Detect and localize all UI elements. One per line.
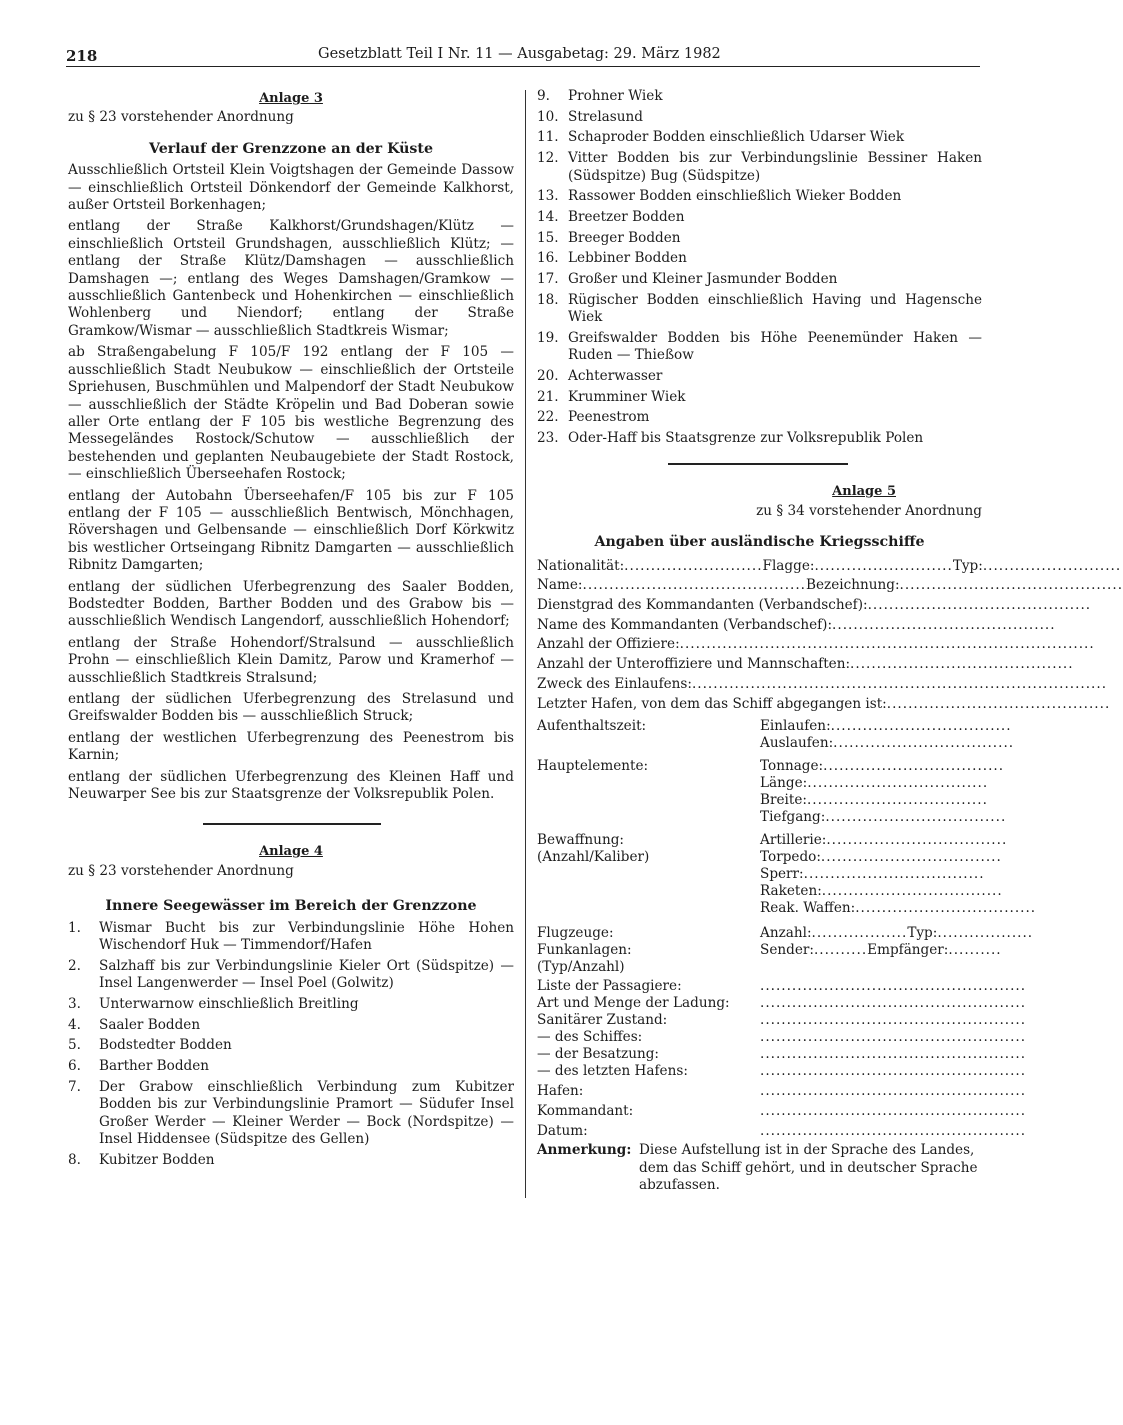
form-label: Hafen: xyxy=(537,1082,584,1099)
form-label: Artillerie: xyxy=(760,832,827,849)
form-label: Tonnage: xyxy=(760,758,824,775)
form-row xyxy=(537,1080,1027,1100)
anlage4-list-left xyxy=(68,920,514,1169)
list-item-number: 1. xyxy=(68,919,81,936)
anmerkung-label: Anmerkung: xyxy=(537,1142,632,1159)
list-item-number: 7. xyxy=(68,1078,81,1095)
list-item-text: Strelasund xyxy=(568,108,643,125)
anmerkung-text: Diese Aufstellung ist in der Sprache des Landes, dem das Schiff gehört, und in deutscher Sprache abzufassen. xyxy=(639,1142,978,1193)
section-separator xyxy=(668,463,848,465)
form-field[interactable]: .......................................... xyxy=(886,695,1111,712)
form-row-name xyxy=(537,577,1123,597)
list-item-number: 6. xyxy=(68,1057,81,1074)
list-item xyxy=(537,271,982,288)
list-item-number: 11. xyxy=(537,129,559,146)
form-row-armament xyxy=(537,883,1003,900)
form-field[interactable]: .................................. xyxy=(807,775,989,792)
list-item-text: Greifswalder Bodden bis Höhe Peenemünder Haken — Ruden — Thießow xyxy=(568,329,982,364)
list-item xyxy=(537,368,982,385)
form-field[interactable]: .................. xyxy=(937,924,1034,941)
form-field[interactable]: .................................................. xyxy=(760,1012,1027,1029)
form-label: Datum: xyxy=(537,1122,588,1139)
form-row xyxy=(537,1063,1027,1080)
list-item-text: Rügischer Bodden einschließlich Having und Hagensche Wiek xyxy=(568,291,982,326)
anlage3-heading: Verlauf der Grenzzone an der Küste xyxy=(148,140,433,157)
list-item xyxy=(68,920,514,955)
anlage3-label: Anlage 3 xyxy=(259,91,323,106)
flag-label: Flagge: xyxy=(762,557,815,574)
form-label: Sperr: xyxy=(760,866,804,883)
list-item xyxy=(537,188,982,205)
form-row xyxy=(537,1100,1027,1120)
list-item-text: Rassower Bodden einschließlich Wieker Bodden xyxy=(568,188,902,205)
form-row-armament xyxy=(537,866,985,883)
list-item-number: 4. xyxy=(68,1016,81,1033)
form-label: — des letzten Hafens: xyxy=(537,1063,688,1080)
list-item-number: 13. xyxy=(537,188,559,205)
list-item-text: Peenestrom xyxy=(568,409,650,426)
list-item-text: Salzhaff bis zur Verbindungslinie Kieler Ort (Südspitze) — Insel Langenwerder — Insel Poel (Golwitz) xyxy=(99,957,514,992)
list-item-number: 2. xyxy=(68,957,81,974)
form-field[interactable]: .................................. xyxy=(806,792,988,809)
designation-field[interactable]: .......................................... xyxy=(899,577,1123,594)
form-field[interactable]: .................................. xyxy=(803,866,985,883)
form-label: Einlaufen: xyxy=(760,718,831,735)
type-field[interactable]: .......................... xyxy=(982,557,1122,574)
form-field[interactable]: .................................. xyxy=(820,849,1002,866)
form-label: Auslaufen: xyxy=(760,735,834,752)
form-row xyxy=(537,656,1074,676)
flag-field[interactable]: .......................... xyxy=(814,557,953,574)
left-column xyxy=(68,90,514,1172)
form-row xyxy=(537,995,1027,1012)
form-label: — der Besatzung: xyxy=(537,1046,660,1063)
form-row-aircraft xyxy=(537,921,1034,942)
form-row xyxy=(537,1046,1027,1063)
form-field[interactable]: .................................. xyxy=(830,718,1012,735)
list-item-text: Oder-Haff bis Staatsgrenze zur Volksrepublik Polen xyxy=(568,430,924,447)
anlage3-paragraph: Ausschließlich Ortsteil Klein Voigtshagen der Gemeinde Dassow — einschließlich Ortsteil Dönkendorf der Gemeinde Kalkhorst, außer Ortsteil Borkenhagen; xyxy=(68,162,514,214)
list-item xyxy=(68,958,514,993)
list-item-text: Breeger Bodden xyxy=(568,229,681,246)
list-item-text: Schaproder Bodden einschließlich Udarser Wiek xyxy=(568,129,905,146)
anlage4-reference: zu § 23 vorstehender Anordnung xyxy=(68,862,294,879)
list-item-number: 8. xyxy=(68,1151,81,1168)
form-label: (Typ/Anzahl) xyxy=(537,959,625,976)
form-label: — des Schiffes: xyxy=(537,1029,643,1046)
list-item-text: Achterwasser xyxy=(568,367,663,384)
form-row-nationality xyxy=(537,557,1122,578)
name-field[interactable]: .......................................... xyxy=(582,577,807,594)
form-field[interactable]: .................................. xyxy=(821,883,1003,900)
form-row xyxy=(537,1029,1027,1046)
form-field[interactable]: .................................................. xyxy=(760,1102,1027,1119)
list-item-number: 20. xyxy=(537,367,559,384)
list-item-text: Der Grabow einschließlich Verbindung zum Kubitzer Bodden bis zur Verbindungslinie Pramort — Südufer Insel Großer Werder — Kleiner Werder — Bock (Nordspitze) — Insel Hiddensee (Südspitze des Gellen) xyxy=(99,1078,514,1147)
form-field[interactable]: .......... xyxy=(813,942,868,959)
designation-label: Bezeichnung: xyxy=(806,577,900,594)
list-item-number: 17. xyxy=(537,271,559,288)
form-row-main xyxy=(537,775,989,792)
list-item xyxy=(537,109,982,126)
list-item xyxy=(537,389,982,406)
list-item xyxy=(537,129,982,146)
anlage3-paragraph: entlang der Straße Hohendorf/Stralsund — ausschließlich Prohn — einschließlich Klein Damitz, Parow und Kramerhof — ausschließlich Stadtkreis Stralsund; xyxy=(68,634,514,686)
form-label: Bewaffnung: xyxy=(537,832,624,849)
list-item xyxy=(537,230,982,247)
form-row-armament xyxy=(537,849,1002,866)
form-label: Anzahl: xyxy=(760,924,812,941)
form-label: Empfänger: xyxy=(867,942,949,959)
anlage3-paragraph: entlang der südlichen Uferbegrenzung des Kleinen Haff und Neuwarper See bis zur Staatsgrenze der Volksrepublik Polen. xyxy=(68,768,514,803)
form-row xyxy=(537,675,1108,696)
form-field[interactable]: .......................................... xyxy=(850,656,1074,673)
form-label: Sanitärer Zustand: xyxy=(537,1012,668,1029)
anlage3-paragraph: ab Straßengabelung F 105/F 192 entlang der F 105 — ausschließlich Stadt Neubukow — einschließlich der Ortsteile Spriehusen, Buschmühlen und Malpendorf der Stadt Neubukow — ausschließlich der Städte Kröpelin und Bad Doberan sowie aller Orte entlang der F 105 bis westliche Begrenzung des Messegeländes Rostock/Schutow — ausschließlich der bestehenden und geplanten Neubaugebiete der Stadt Rostock, — einschließlich Überseehafen Rostock; xyxy=(68,344,514,483)
form-row xyxy=(537,695,1111,716)
list-item-text: Vitter Bodden bis zur Verbindungslinie Bessiner Haken (Südspitze) Bug (Südspitze) xyxy=(568,150,982,184)
form-label: Kommandant: xyxy=(537,1102,634,1119)
form-field[interactable]: .................................. xyxy=(833,735,1015,752)
form-label: Sender: xyxy=(760,942,814,959)
form-row-main xyxy=(537,792,988,809)
form-label xyxy=(537,792,760,809)
form-label: Dienstgrad des Kommandanten (Verbandschef): xyxy=(537,597,868,614)
list-item-number: 23. xyxy=(537,430,559,447)
form-label: Typ: xyxy=(907,924,938,941)
column-divider xyxy=(525,90,526,1198)
warship-form xyxy=(537,557,1123,1195)
form-label: (Anzahl/Kaliber) xyxy=(537,849,650,866)
form-row-armament xyxy=(537,900,1037,917)
anlage3-paragraph: entlang der Straße Kalkhorst/Grundshagen/Klütz — einschließlich Ortsteil Grundshagen, ausschließlich Klütz; — entlang der Straße Klütz/Damshagen — ausschließlich Damshagen —; entlang des Weges Damshagen/Gramkow — ausschließlich Gantenbeck und Hohenkirchen — einschließlich Wohlenberg und Niendorf; entlang der Straße Gramkow/Wismar — ausschließlich Stadtkreis Wismar; xyxy=(68,218,514,339)
form-field[interactable]: .................. xyxy=(811,924,908,941)
form-label xyxy=(537,866,760,883)
form-field[interactable]: .......... xyxy=(948,942,1002,959)
list-item xyxy=(537,292,982,327)
list-item-text: Unterwarnow einschließlich Breitling xyxy=(99,995,359,1012)
list-item-number: 3. xyxy=(68,995,81,1012)
form-field[interactable]: .............................................................................. xyxy=(679,636,1095,653)
list-item-number: 19. xyxy=(537,329,559,346)
list-item-text: Bodstedter Bodden xyxy=(99,1037,232,1054)
anlage5-reference: zu § 34 vorstehender Anordnung xyxy=(756,502,982,519)
name-label: Name: xyxy=(537,577,583,594)
form-label: Anzahl der Unteroffiziere und Mannschaften: xyxy=(537,656,851,673)
anlage4-heading: Innere Seegewässer im Bereich der Grenzzone xyxy=(105,898,477,915)
nationality-label: Nationalität: xyxy=(537,557,625,574)
section-separator xyxy=(203,823,381,825)
form-field[interactable]: .......................................... xyxy=(832,616,1056,633)
form-field[interactable]: .................................................. xyxy=(760,1046,1027,1063)
anlage3-paragraph: entlang der südlichen Uferbegrenzung des Strelasund und Greifswalder Bodden bis — ausschließlich Struck; xyxy=(68,691,514,725)
anlage4-list-right xyxy=(537,88,982,447)
list-item-number: 15. xyxy=(537,229,559,246)
anmerkung xyxy=(537,1142,982,1194)
list-item-text: Saaler Bodden xyxy=(99,1016,201,1033)
nationality-field[interactable]: .......................... xyxy=(624,557,763,574)
running-header: Gesetzblatt Teil I Nr. 11 — Ausgabetag: 29. März 1982 xyxy=(318,46,721,62)
form-label: Tiefgang: xyxy=(760,809,826,826)
page-number: 218 xyxy=(66,47,98,65)
list-item xyxy=(537,88,982,105)
form-label: Name des Kommandanten (Verbandschef): xyxy=(537,616,833,633)
list-item xyxy=(68,1017,514,1034)
form-row xyxy=(537,978,1027,995)
list-item-text: Barther Bodden xyxy=(99,1057,210,1074)
form-field[interactable]: .................................................. xyxy=(760,1029,1027,1046)
form-row xyxy=(537,616,1056,637)
form-label: Zweck des Einlaufens: xyxy=(537,675,692,692)
list-item xyxy=(537,209,982,226)
form-field[interactable]: .................................................. xyxy=(760,995,1027,1012)
form-row xyxy=(537,636,1095,656)
list-item xyxy=(68,1152,514,1169)
anlage4-label: Anlage 4 xyxy=(259,844,323,860)
form-field[interactable]: .................................................. xyxy=(760,1063,1027,1080)
list-item-number: 5. xyxy=(68,1037,81,1054)
form-row-armament xyxy=(537,832,1008,849)
list-item-text: Prohner Wiek xyxy=(568,88,663,104)
list-item-text: Breetzer Bodden xyxy=(568,208,685,225)
list-item-number: 14. xyxy=(537,208,559,225)
form-field[interactable]: .......................................... xyxy=(867,597,1092,614)
form-label: Torpedo: xyxy=(760,849,821,866)
list-item xyxy=(537,330,982,365)
form-row-stay xyxy=(537,718,1012,735)
anlage3-paragraph: entlang der Autobahn Überseehafen/F 105 bis zur F 105 entlang der F 105 — ausschließlich Bentwisch, Mönchhagen, Rövershagen und Gelbensande — einschließlich Dorf Körkwitz bis westlicher Ortseingang Ribnitz Damgarten — ausschließlich Ribnitz Damgarten; xyxy=(68,487,514,574)
form-row xyxy=(537,1120,1027,1140)
list-item-number: 18. xyxy=(537,291,559,308)
header-rule xyxy=(66,66,980,67)
anlage5-heading: Angaben über ausländische Kriegsschiffe xyxy=(594,534,925,551)
form-field[interactable]: .................................. xyxy=(823,758,1005,775)
right-column xyxy=(537,88,1123,1194)
list-item xyxy=(68,996,514,1013)
form-row-radio xyxy=(537,942,1002,959)
form-label xyxy=(537,775,760,792)
list-item-number: 9. xyxy=(537,88,550,104)
form-field[interactable]: .................................................. xyxy=(760,978,1027,995)
list-item xyxy=(68,1037,514,1054)
form-field[interactable]: .................................. xyxy=(855,900,1037,917)
form-label xyxy=(537,883,760,900)
anlage3-reference: zu § 23 vorstehender Anordnung xyxy=(68,109,294,126)
list-item xyxy=(537,409,982,426)
list-item-text: Krumminer Wiek xyxy=(568,388,686,405)
anlage5-label: Anlage 5 xyxy=(832,484,896,500)
form-label xyxy=(537,735,760,752)
form-field[interactable]: .............................................................................. xyxy=(691,675,1108,692)
form-label: Funkanlagen: xyxy=(537,942,632,959)
form-row-stay xyxy=(537,735,1015,752)
list-item xyxy=(537,430,982,447)
anlage3-paragraph: entlang der südlichen Uferbegrenzung des Saaler Bodden, Bodstedter Bodden, Barther Bodden und des Grabow bis — ausschließlich Wendisch Langendorf, ausschließlich Hohendorf; xyxy=(68,578,514,630)
form-label: Raketen: xyxy=(760,883,822,900)
form-label: Flugzeuge: xyxy=(537,924,614,941)
list-item-number: 10. xyxy=(537,108,559,125)
list-item xyxy=(537,250,982,267)
form-row-radio xyxy=(537,959,982,976)
form-label xyxy=(537,900,760,917)
type-label: Typ: xyxy=(952,557,983,574)
form-row-main xyxy=(537,809,1007,826)
list-item-text: Großer und Kleiner Jasmunder Bodden xyxy=(568,271,838,288)
list-item-number: 12. xyxy=(537,150,559,167)
form-field[interactable]: .................................................. xyxy=(760,1122,1027,1139)
list-item xyxy=(68,1058,514,1075)
list-item-number: 21. xyxy=(537,388,559,405)
list-item-number: 16. xyxy=(537,250,559,267)
form-label: Länge: xyxy=(760,775,808,792)
list-item xyxy=(68,1079,514,1149)
anlage3-paragraph: entlang der westlichen Uferbegrenzung des Peenestrom bis Karnin; xyxy=(68,729,514,764)
form-field[interactable]: .................................. xyxy=(826,832,1008,849)
form-label: Hauptelemente: xyxy=(537,758,649,775)
list-item-text: Wismar Bucht bis zur Verbindungslinie Höhe Hohen Wischendorf Huk — Timmendorf/Hafen xyxy=(99,919,514,954)
form-label: Liste der Passagiere: xyxy=(537,978,682,995)
form-field[interactable]: .................................. xyxy=(825,809,1007,826)
list-item xyxy=(537,150,982,185)
anlage3-body xyxy=(68,162,514,803)
list-item-text: Lebbiner Bodden xyxy=(568,250,687,267)
form-label: Letzter Hafen, von dem das Schiff abgegangen ist: xyxy=(537,695,887,712)
form-row-main xyxy=(537,758,1005,775)
form-label: Reak. Waffen: xyxy=(760,900,856,917)
form-row xyxy=(537,1012,1027,1029)
form-label: Anzahl der Offiziere: xyxy=(537,636,680,653)
form-label xyxy=(537,809,760,826)
form-label: Breite: xyxy=(760,792,807,809)
form-row xyxy=(537,597,1092,617)
form-field[interactable]: .................................................. xyxy=(760,1082,1027,1099)
list-item-text: Kubitzer Bodden xyxy=(99,1151,215,1168)
form-label: Aufenthaltszeit: xyxy=(537,718,647,735)
list-item-number: 22. xyxy=(537,409,559,426)
form-label: Art und Menge der Ladung: xyxy=(537,995,730,1012)
